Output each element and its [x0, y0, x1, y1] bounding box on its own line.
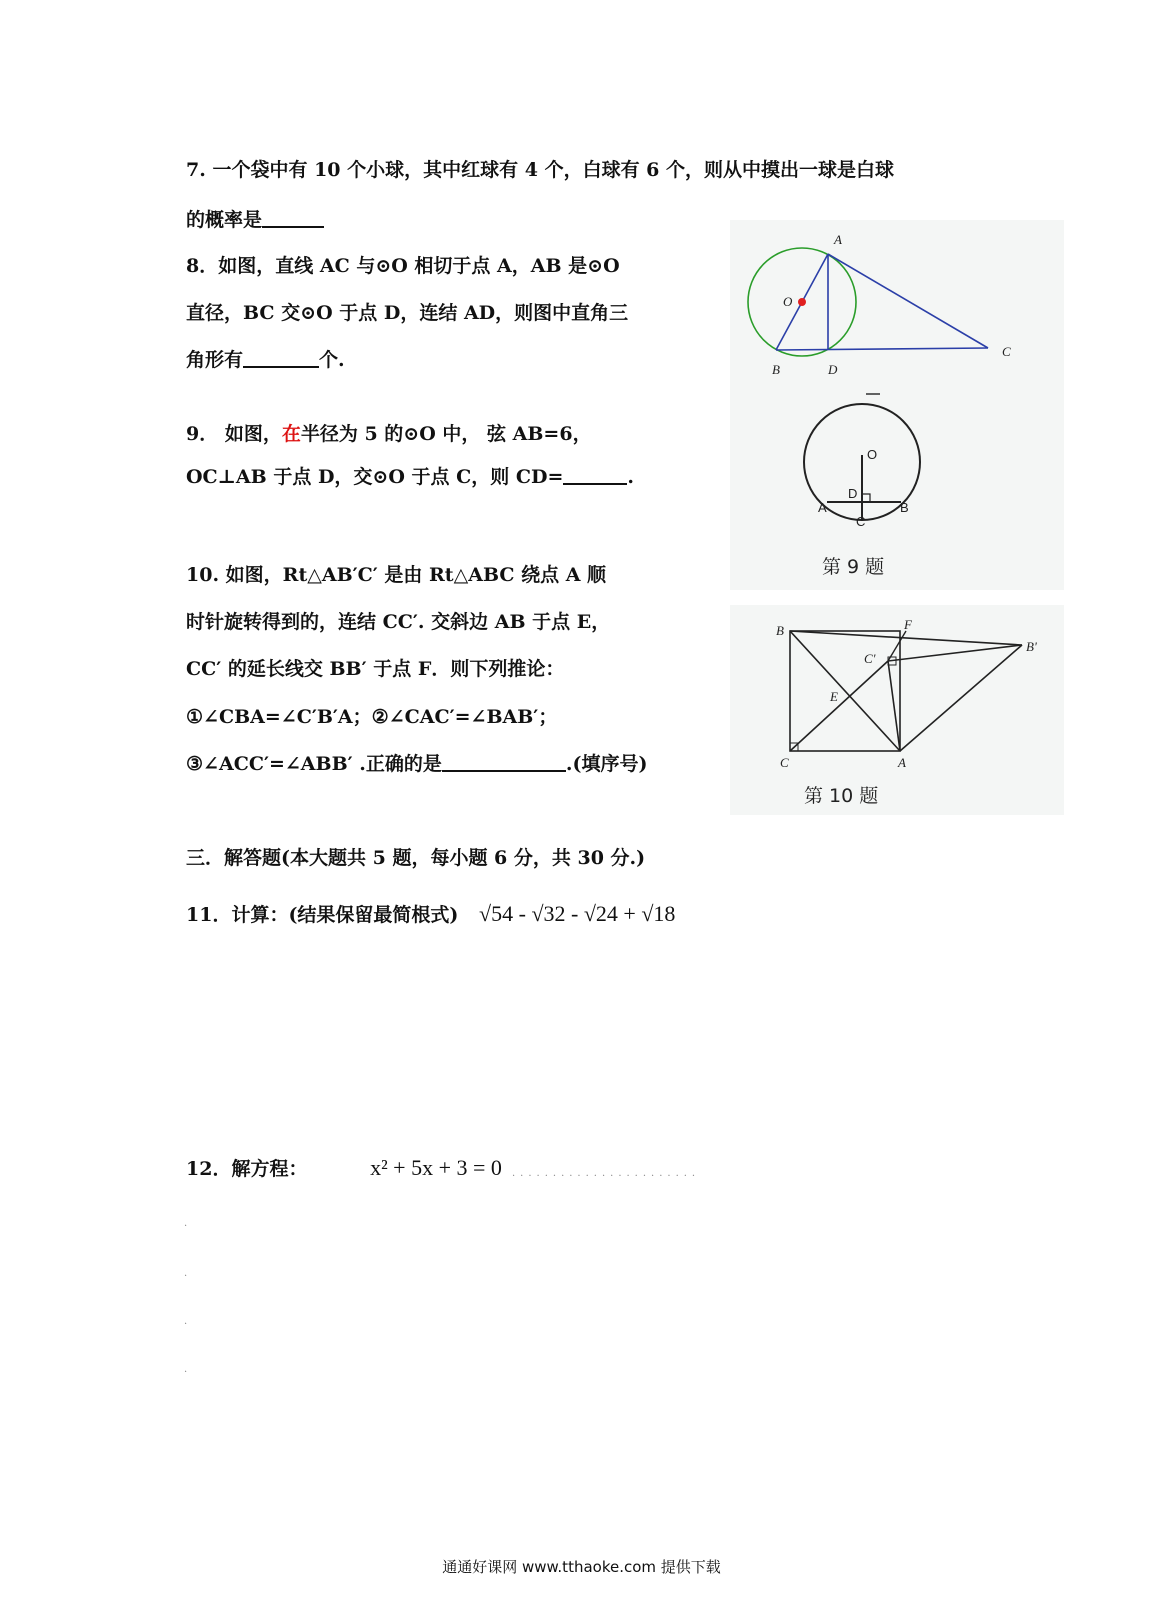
fig9-label-b: B: [900, 500, 909, 515]
q12-equation: x² + 5x + 3 = 0: [370, 1155, 502, 1180]
margin-dot: .: [184, 1218, 193, 1229]
fig9-label-d: D: [848, 486, 858, 501]
q7-answer-blank: [262, 208, 324, 228]
q9-line2: [186, 465, 634, 489]
q7-prompt: 的概率是: [186, 209, 263, 231]
q9-prefix: 9． 如图，: [186, 423, 282, 445]
figure-q10: [730, 605, 1064, 815]
section3-title: 三．解答题(本大题共 5 题，每小题 6 分，共 30 分.): [186, 847, 646, 869]
figure-q8: [730, 220, 1064, 380]
figure-q9: [730, 380, 1064, 590]
fig10-label-e: E: [830, 689, 838, 704]
q9-prompt: OC⊥AB 于点 D，交⊙O 于点 C，则 CD=: [186, 466, 564, 488]
q8-line3: [186, 348, 345, 372]
q12-line: [186, 1156, 502, 1181]
margin-dot: .: [184, 1364, 193, 1375]
fig10-label-b: B: [776, 623, 784, 638]
fig10-label-b-prime: B': [1026, 639, 1037, 654]
fig10-label-f: F: [904, 617, 912, 632]
q9-red-char: 在: [281, 423, 301, 445]
fig8-label-b: B: [772, 362, 780, 377]
fig9-label-o: O: [867, 447, 878, 462]
fig10-label-c: C: [780, 755, 789, 770]
q9-line1: [186, 422, 592, 446]
q8-answer-blank: [243, 348, 319, 368]
q11-label: 11．计算：(结果保留最简根式): [186, 904, 459, 926]
q12-label: 12．解方程：: [186, 1158, 308, 1180]
q8-prompt: 角形有: [186, 349, 244, 371]
fig9-caption: 第 9 题: [822, 556, 885, 578]
figure-q10-diagram: [730, 605, 1064, 775]
q11-expression: √54 - √32 - √24 + √18: [479, 901, 676, 926]
fig8-label-d: D: [828, 362, 838, 377]
q8-line1: 8．如图，直线 AC 与⊙O 相切于点 A，AB 是⊙O: [186, 255, 620, 277]
figure-q9-diagram: [730, 380, 1064, 560]
q10-prompt: ③∠ACC′=∠ABB′ .正确的是: [186, 753, 442, 775]
fig10-caption: 第 10 题: [804, 785, 879, 807]
margin-dot: .: [184, 1316, 193, 1327]
q8-suffix: 个.: [319, 349, 345, 371]
q12-dotted-leader: .......................: [512, 1168, 701, 1179]
fig8-label-o: O: [783, 294, 793, 309]
q10-line5: [186, 752, 648, 776]
margin-dot: .: [184, 1268, 193, 1279]
fig10-label-a: A: [898, 755, 906, 770]
fig8-label-a: A: [834, 232, 842, 247]
q9-text: 半径为 5 的⊙O 中， 弦 AB=6，: [300, 423, 592, 445]
q10-line4: ①∠CBA=∠C′B′A；②∠CAC′=∠BAB′；: [186, 706, 558, 728]
q9-end: .: [627, 466, 634, 488]
fig10-label-c-prime: C': [864, 651, 876, 666]
figure-q8-diagram: [730, 220, 1064, 380]
q10-line1: 10. 如图，Rt△AB′C′ 是由 Rt△ABC 绕点 A 顺: [186, 564, 607, 586]
q7-line1: 7. 一个袋中有 10 个小球，其中红球有 4 个，白球有 6 个，则从中摸出一球是白球: [186, 159, 895, 181]
q11-line: [186, 902, 675, 927]
page-footer: 通通好课网 www.tthaoke.com 提供下载: [442, 1558, 721, 1576]
q10-answer-blank: [442, 752, 566, 772]
fig9-label-a: A: [818, 500, 827, 515]
q10-line2: 时针旋转得到的，连结 CC′. 交斜边 AB 于点 E，: [186, 611, 611, 633]
q10-suffix: .(填序号): [565, 753, 648, 775]
fig9-label-c: C: [856, 514, 866, 529]
q10-line3: CC′ 的延长线交 BB′ 于点 F．则下列推论：: [186, 658, 565, 680]
q9-answer-blank: [563, 465, 627, 485]
q7-line2: [186, 208, 324, 232]
q8-line2: 直径，BC 交⊙O 于点 D，连结 AD，则图中直角三: [186, 302, 629, 324]
fig8-label-c: C: [1002, 344, 1011, 359]
